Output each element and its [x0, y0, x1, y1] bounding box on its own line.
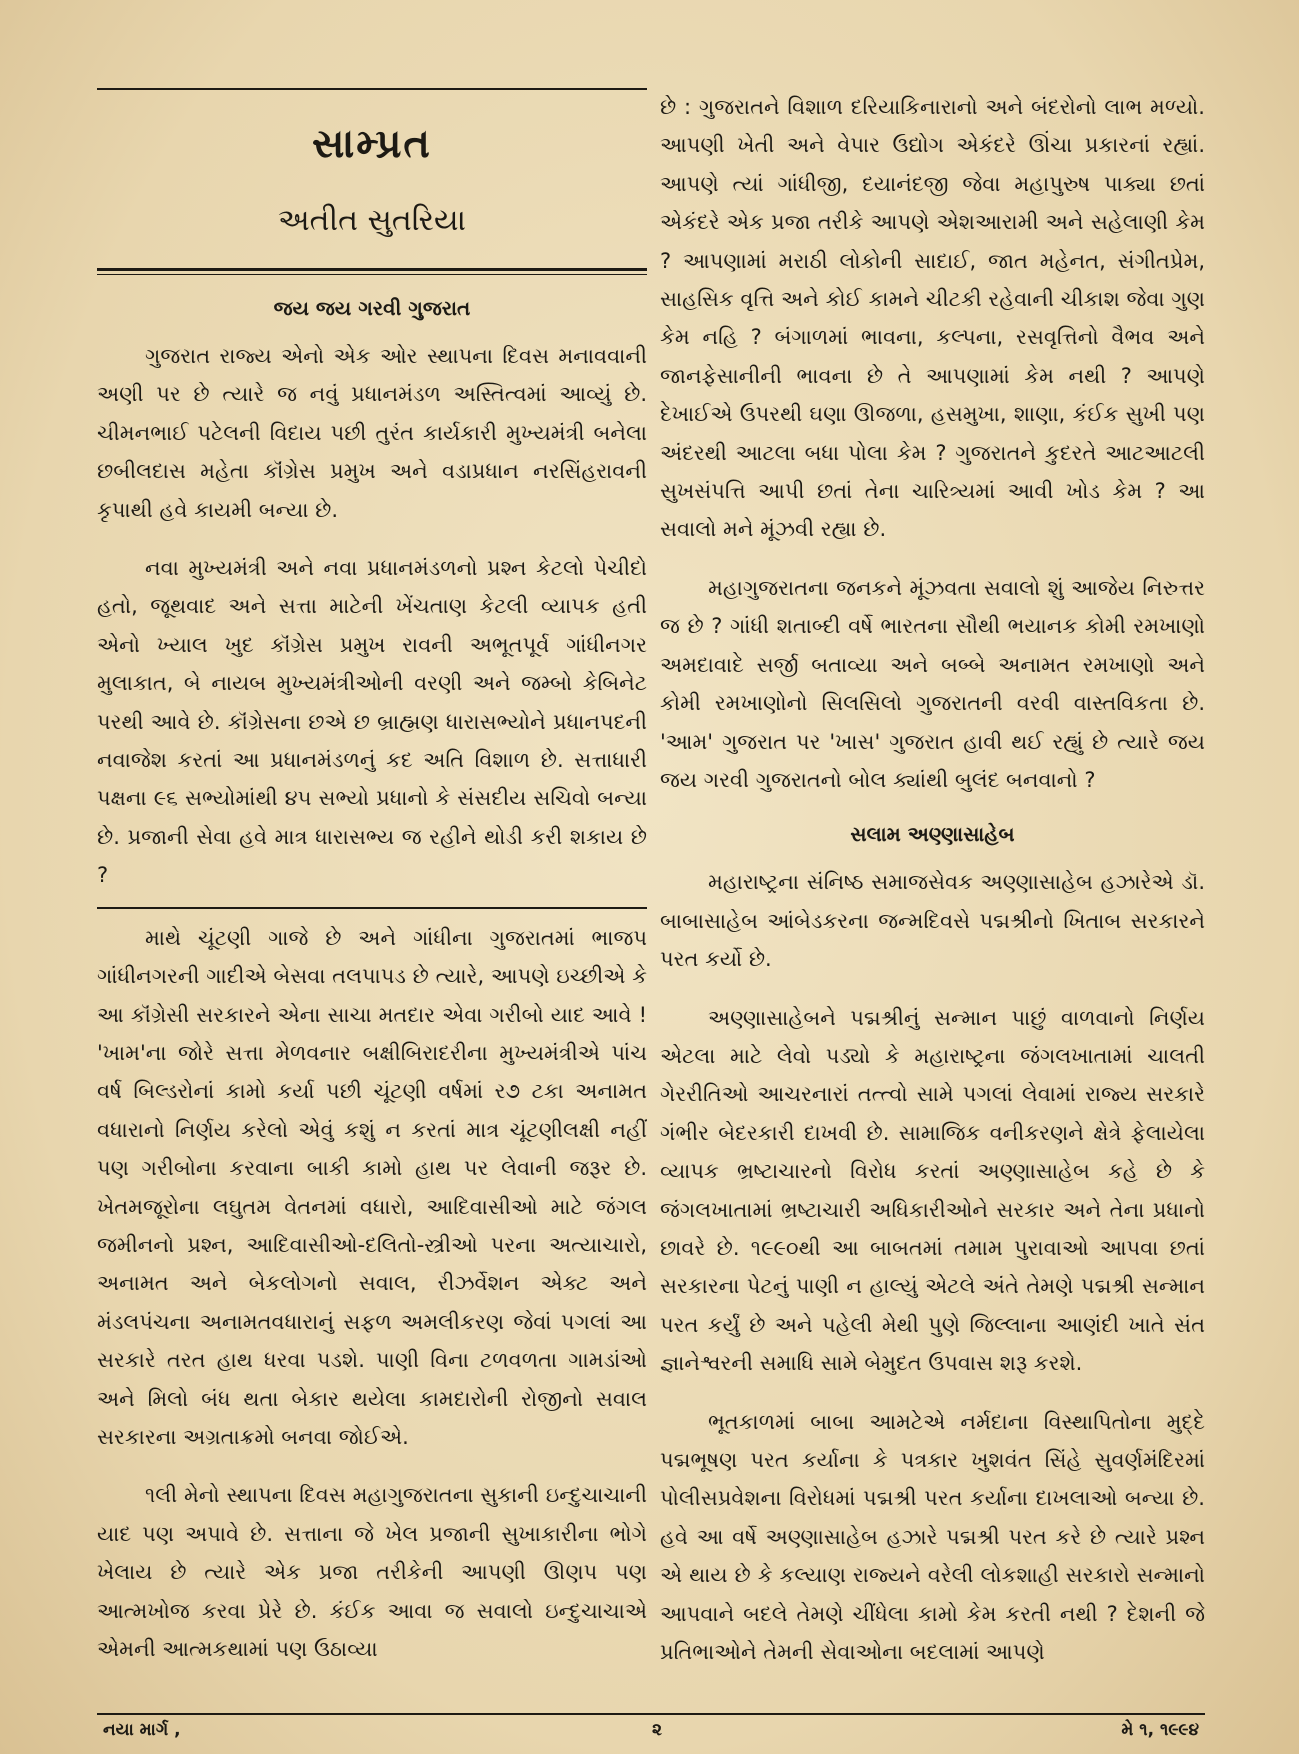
paragraph: માથે ચૂંટણી ગાજે છે અને ગાંધીના ગુજરાતમાં ભાજપ ગાંધીનગરની ગાદીએ બેસવા તલપાપડ છે ત્યારે, આપણે ઇચ્છીએ કે આ કૉંગ્રેસી સરકારને એના સાચા મતદાર એવા ગરીબો યાદ આવે ! 'ખામ'ના જોરે સત્તા મેળવનાર બક્ષીબિરાદરીના મુખ્યમંત્રીએ પાંચ વર્ષ બિલ્ડરોનાં કામો કર્યા પછી ચૂંટણી વર્ષમાં ર૭ ટકા અનામત વધારાનો નિર્ણય કરેલો એવું કશું ન કરતાં માત્ર ચૂંટણીલક્ષી નહીં પણ ગરીબોના કરવાના બાકી કામો હાથ પર લેવાની જરૂર છે. ખેતમજૂરોના લઘુતમ વેતનમાં વધારો, આદિવાસીઓ માટે જંગલ જમીનનો પ્રશ્ન, આદિવાસીઓ-દલિતો-સ્ત્રીઓ પરના અત્યાચારો, અનામત અને બેકલોગનો સવાલ, રીઝર્વેશન એક્ટ અને મંડલપંચના અનામતવધારાનું સફળ અમલીકરણ જેવાં પગલાં આ સરકારે તરત હાથ ધરવા પડશે. પાણી વિના ટળવળતા ગામડાંઓ અને મિલો બંધ થતા બેકાર થયેલા કામદારોની રોજીનો સવાલ સરકારના અગ્રતાક્રમો બનવા જોઈએ. — [97, 925, 647, 1449]
section-title: સામ્પ્રત — [312, 121, 432, 167]
divider — [97, 907, 647, 909]
paragraph: છે : ગુજરાતને વિશાળ દરિયાકિનારાનો અને બંદરોનો લાભ મળ્યો. આપણી ખેતી અને વેપાર ઉદ્યોગ એકંદરે ઊંચા પ્રકારનાં રહ્યાં. આપણે ત્યાં ગાંધીજી, દયાનંદજી જેવા મહાપુરુષ પાક્યા છતાં એકંદરે એક પ્રજા તરીકે આપણે એશઆરામી અને સહેલાણી કેમ ? આપણામાં મરાઠી લોકોની સાદાઈ, જાત મહેનત, સંગીતપ્રેમ, સાહસિક વૃત્તિ અને કોઈ કામને ચીટકી રહેવાની ચીકાશ જેવા ગુણ કેમ નહિ ? બંગાળમાં ભાવના, કલ્પના, રસવૃત્તિનો વૈભવ અને જાનફેસાનીની ભાવના છે તે આપણામાં કેમ નથી ? આપણે દેખાઈએ ઉપરથી ઘણા ઊજળા, હસમુખા, શાણા, કંઈક સુખી પણ અંદરથી આટલા બધા પોલા કેમ ? ગુજરાતને કુદરતે આટઆટલી સુખસંપત્તિ આપી છતાં તેના ચારિત્ર્યમાં આવી ખોડ કેમ ? આ સવાલો મને મૂંઝવી રહ્યા છે. — [660, 95, 1205, 542]
article-heading-1: જય જય ગરવી ગુજરાત — [273, 296, 471, 320]
right-column — [660, 88, 1205, 1691]
paragraph: ભૂતકાળમાં બાબા આમટેએ નર્મદાના વિસ્થાપિતોના મુદ્દે પદ્મભૂષણ પરત કર્યાના કે પત્રકાર ખુશવંત સિંહે સુવર્ણમંદિરમાં પોલીસપ્રવેશના વિરોધમાં પદ્મશ્રી પરત કર્યાના દાખલાઓ બન્યા છે. હવે આ વર્ષે અણ્ણાસાહેબ હઝારે પદ્મશ્રી પરત કરે છે ત્યારે પ્રશ્ન એ થાય છે કે કલ્યાણ રાજ્યને વરેલી લોકશાહી સરકારો સન્માનો આપવાને બદલે તેમણે ચીંધેલા કામો કેમ કરતી નથી ? દેશની જે પ્રતિભાઓને તેમની સેવાઓના બદલામાં આપણે — [660, 1409, 1205, 1665]
header-double-rule — [97, 268, 647, 275]
top-rule — [97, 88, 647, 90]
footer-publication: નયા માર્ગ , — [103, 1720, 181, 1740]
paragraph: મહારાષ્ટ્રના સંનિષ્ઠ સમાજસેવક અણ્ણાસાહેબ હઝારેએ ડૉ. બાબાસાહેબ આંબેડકરના જન્મદિવસે પદ્મશ્રીનો ખિતાબ સરકારને પરત કર્યો છે. — [660, 870, 1205, 972]
page-footer — [97, 1713, 1205, 1750]
paragraph: ૧લી મેનો સ્થાપના દિવસ મહાગુજરાતના સુકાની ઇન્દુચાચાની યાદ પણ અપાવે છે. સત્તાના જે ખેલ પ્રજાની સુખાકારીના ભોગે ખેલાય છે ત્યારે એક પ્રજા તરીકેની આપણી ઊણપ પણ આત્મખોજ કરવા પ્રેરે છે. કંઈક આવા જ સવાલો ઇન્દુચાચાએ એમની આત્મકથામાં પણ ઉઠાવ્યા — [97, 1483, 647, 1661]
paragraph: મહાગુજરાતના જનકને મૂંઝવતા સવાલો શું આજેય નિરુત્તર જ છે ? ગાંધી શતાબ્દી વર્ષે ભારતના સૌથી ભયાનક કોમી રમખાણો અમદાવાદે સર્જી બતાવ્યા અને બબ્બે અનામત રમખાણો અને કોમી રમખાણોનો સિલસિલો ગુજરાતની વરવી વાસ્તવિકતા છે. 'આમ' ગુજરાત પર 'ખાસ' ગુજરાત હાવી થઈ રહ્યું છે ત્યારે જય જય ગરવી ગુજરાતનો બોલ ક્યાંથી બુલંદ બનવાનો ? — [660, 575, 1205, 792]
left-column — [97, 88, 647, 1688]
author-name: અતીત સુતરિયા — [278, 203, 466, 238]
paragraph: નવા મુખ્યમંત્રી અને નવા પ્રધાનમંડળનો પ્રશ્ન કેટલો પેચીદો હતો, જૂથવાદ અને સત્તા માટેની ખેંચતાણ કેટલી વ્યાપક હતી એનો ખ્યાલ ખુદ કૉંગ્રેસ પ્રમુખ રાવની અભૂતપૂર્વ ગાંધીનગર મુલાકાત, બે નાયબ મુખ્યમંત્રીઓની વરણી અને જમ્બો કેબિનેટ પરથી આવે છે. કૉંગ્રેસના છએ છ બ્રાહ્મણ ધારાસભ્યોને પ્રધાનપદની નવાજેશ કરતાં આ પ્રધાનમંડળનું કદ અતિ વિશાળ છે. સત્તાધારી પક્ષના ૯૬ સભ્યોમાંથી ૪૫ સભ્યો પ્રધાનો કે સંસદીય સચિવો બન્યા છે. પ્રજાની સેવા હવે માત્ર ધારાસભ્ય જ રહીને થોડી કરી શકાય છે ? — [97, 556, 647, 888]
paragraph: ગુજરાત રાજ્ય એનો એક ઓર સ્થાપના દિવસ મનાવવાની અણી પર છે ત્યારે જ નવું પ્રધાનમંડળ અસ્તિત્વમાં આવ્યું છે. ચીમનભાઈ પટેલની વિદાય પછી તુરંત કાર્યકારી મુખ્યમંત્રી બનેલા છબીલદાસ મહેતા કૉંગ્રેસ પ્રમુખ અને વડાપ્રધાન નરસિંહરાવની કૃપાથી હવે કાયમી બન્યા છે. — [97, 344, 647, 522]
article-heading-2: સલામ અણ્ણાસાહેબ — [850, 822, 1015, 847]
footer-date: મે ૧, ૧૯૯૪ — [1121, 1720, 1199, 1740]
paragraph: અણ્ણાસાહેબને પદ્મશ્રીનું સન્માન પાછું વાળવાનો નિર્ણય એટલા માટે લેવો પડ્યો કે મહારાષ્ટ્રના જંગલખાતામાં ચાલતી ગેરરીતિઓ આચરનારાં તત્ત્વો સામે પગલાં લેવામાં રાજ્ય સરકારે ગંભીર બેદરકારી દાખવી છે. સામાજિક વનીકરણને ક્ષેત્રે ફેલાયેલા વ્યાપક ભ્રષ્ટાચારનો વિરોધ કરતાં અણ્ણાસાહેબ કહે છે કે જંગલખાતામાં ભ્રષ્ટાચારી અધિકારીઓને સરકાર અને તેના પ્રધાનો છાવરે છે. ૧૯૯૦થી આ બાબતમાં તમામ પુરાવાઓ આપવા છતાં સરકારના પેટનું પાણી ન હાલ્યું એટલે અંતે તેમણે પદ્મશ્રી સન્માન પરત કર્યું છે અને પહેલી મેથી પુણે જિલ્લાના આણંદી ખાતે સંત જ્ઞાનેશ્વરની સમાધિ સામે બેમુદત ઉપવાસ શરૂ કરશે. — [660, 1005, 1205, 1376]
page-number: ૨ — [652, 1720, 662, 1740]
